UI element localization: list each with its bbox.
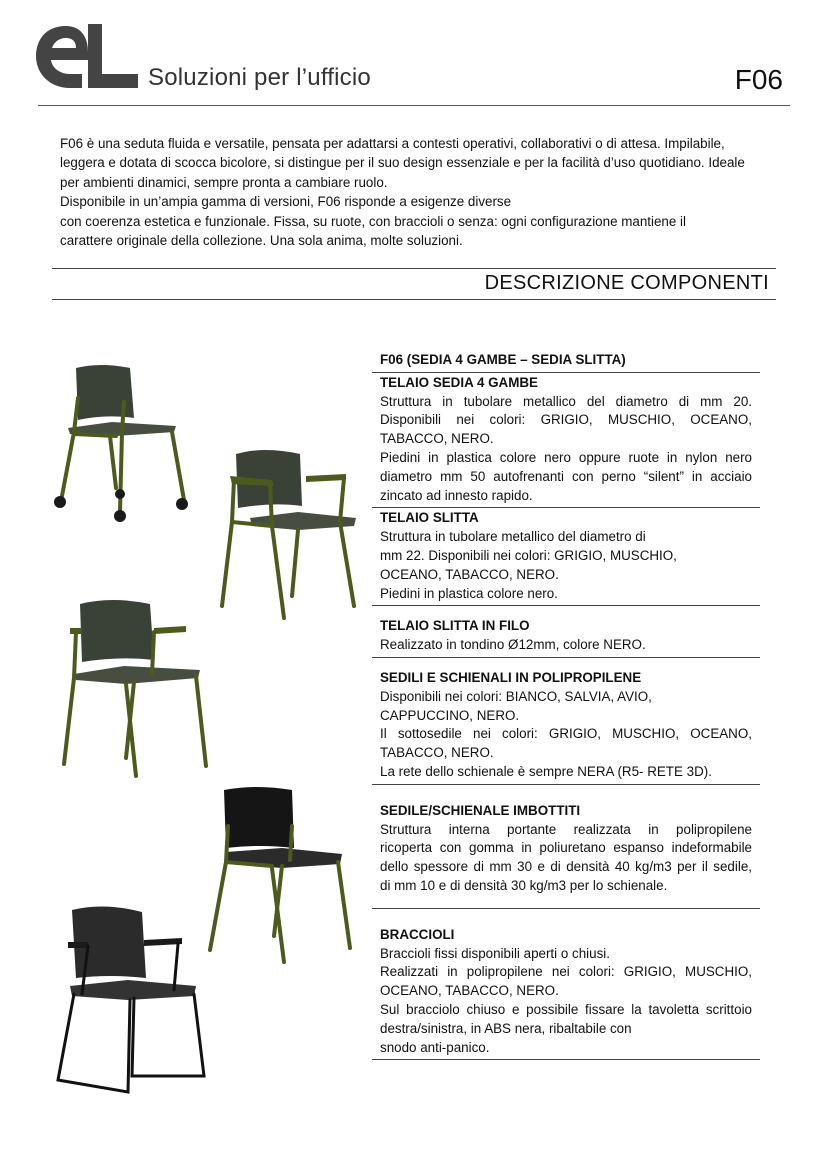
spec-block-telaio-4-gambe — [372, 373, 760, 509]
intro-line: con coerenza estetica e funzionale. Fissa, su ruote, con braccioli o senza: ogni configurazione mantiene il — [60, 213, 686, 229]
section-title: DESCRIZIONE COMPONENTI — [484, 272, 769, 294]
intro-text — [60, 134, 772, 250]
spec-block-imbottiti — [372, 801, 760, 909]
spec-title: BRACCIOLI — [380, 926, 455, 942]
spec-line: Disponibili nei colori: BIANCO, SALVIA, AVIO, — [380, 688, 652, 704]
spec-line: dello spessore di mm 30 e di densità 40 kg/m3 per il sedile, — [380, 859, 752, 875]
spec-line: Struttura interna portante realizzata in polipropilene — [380, 821, 752, 837]
spec-line: diametro mm 50 autofrenanti con perno “silent” in acciaio — [380, 468, 752, 484]
el-logo — [36, 22, 140, 92]
spec-line: La rete dello schienale è sempre NERA (R5- RETE 3D). — [380, 763, 712, 779]
spec-line: Disponibili nei colori: GRIGIO, MUSCHIO, OCEANO, — [380, 412, 752, 428]
spec-line: Sul bracciolo chiuso e possibile fissare la tavoletta scrittoio — [380, 1001, 752, 1017]
spec-line: Realizzati in polipropilene nei colori: GRIGIO, MUSCHIO, — [380, 964, 752, 980]
spec-line: OCEANO, TABACCO, NERO. — [380, 566, 559, 582]
tagline: Soluzioni per l’ufficio — [148, 64, 371, 91]
spec-line: Realizzato in tondino Ø12mm, colore NERO. — [380, 637, 646, 653]
spec-title: TELAIO SLITTA IN FILO — [380, 618, 530, 634]
spec-block-telaio-filo — [372, 616, 760, 658]
intro-line: carattere originale della collezione. Una sola anima, molte soluzioni. — [60, 233, 463, 249]
spec-block-braccioli — [372, 925, 760, 1061]
product-code: F06 — [734, 64, 783, 95]
spec-line: destra/sinistra, in ABS nera, ribaltabile con — [380, 1020, 632, 1036]
section-divider-top — [52, 268, 776, 269]
spec-line: OCEANO, TABACCO, NERO. — [380, 983, 559, 999]
spec-line: ricoperta con gomma in poliuretano espanso indeformabile — [380, 840, 752, 856]
intro-line: F06 è una seduta fluida e versatile, pensata per adattarsi a contesti operativi, collaborativi o di attesa. Impilabile, — [60, 136, 725, 151]
spec-line: Piedini in plastica colore nero oppure ruote in nylon nero — [380, 449, 752, 465]
spec-line: mm 22. Disponibili nei colori: GRIGIO, MUSCHIO, — [380, 547, 677, 563]
chair-image-armrests — [214, 446, 362, 624]
spec-line: di mm 10 e di densità 30 kg/m3 per lo schienale. — [380, 877, 668, 893]
header-divider — [38, 105, 790, 106]
spec-block-telaio-slitta — [372, 508, 760, 606]
components-table — [372, 350, 760, 1060]
spec-title: TELAIO SEDIA 4 GAMBE — [380, 374, 538, 390]
spec-title: TELAIO SLITTA — [380, 510, 479, 526]
spec-line: Braccioli fissi disponibili aperti o chiusi. — [380, 945, 610, 961]
chair-image-sled-fabric — [48, 906, 214, 1100]
spec-title: SEDILI E SCHIENALI IN POLIPROPILENE — [380, 669, 642, 685]
spec-line: Il sottosedile nei colori: GRIGIO, MUSCHIO, OCEANO, — [380, 726, 752, 742]
intro-line: per ambienti dinamici, sempre pronta a cambiare ruolo. — [60, 174, 388, 190]
intro-line: leggera e dotata di scocca bicolore, si distingue per il suo design essenziale e per la facilità d’uso quotidiano. Ideale — [60, 155, 745, 171]
spec-line: Struttura in tubolare metallico del diametro di — [380, 529, 646, 545]
spec-line: TABACCO, NERO. — [380, 431, 494, 447]
spec-block-sedili — [372, 668, 760, 785]
chair-image-4legs-armrests — [60, 598, 212, 782]
model-title-row — [372, 350, 760, 373]
chair-image-wheels — [50, 362, 195, 522]
spec-line: Piedini in plastica colore nero. — [380, 585, 558, 601]
spec-line: CAPPUCCINO, NERO. — [380, 707, 520, 723]
model-title: F06 (SEDIA 4 GAMBE – SEDIA SLITTA) — [380, 352, 626, 367]
section-divider-bottom — [52, 299, 776, 300]
intro-line: Disponibile in un’ampia gamma di versioni, F06 risponde a esigenze diverse — [60, 194, 512, 210]
spec-line: snodo anti-panico. — [380, 1039, 490, 1055]
spec-title: SEDILE/SCHIENALE IMBOTTITI — [380, 802, 581, 818]
chair-image-upholstered — [202, 786, 358, 966]
spec-line: TABACCO, NERO. — [380, 745, 494, 761]
spec-line: Struttura in tubolare metallico del diametro di mm 20. — [380, 393, 752, 409]
spec-line: zincato ad innesto rapido. — [380, 487, 533, 503]
